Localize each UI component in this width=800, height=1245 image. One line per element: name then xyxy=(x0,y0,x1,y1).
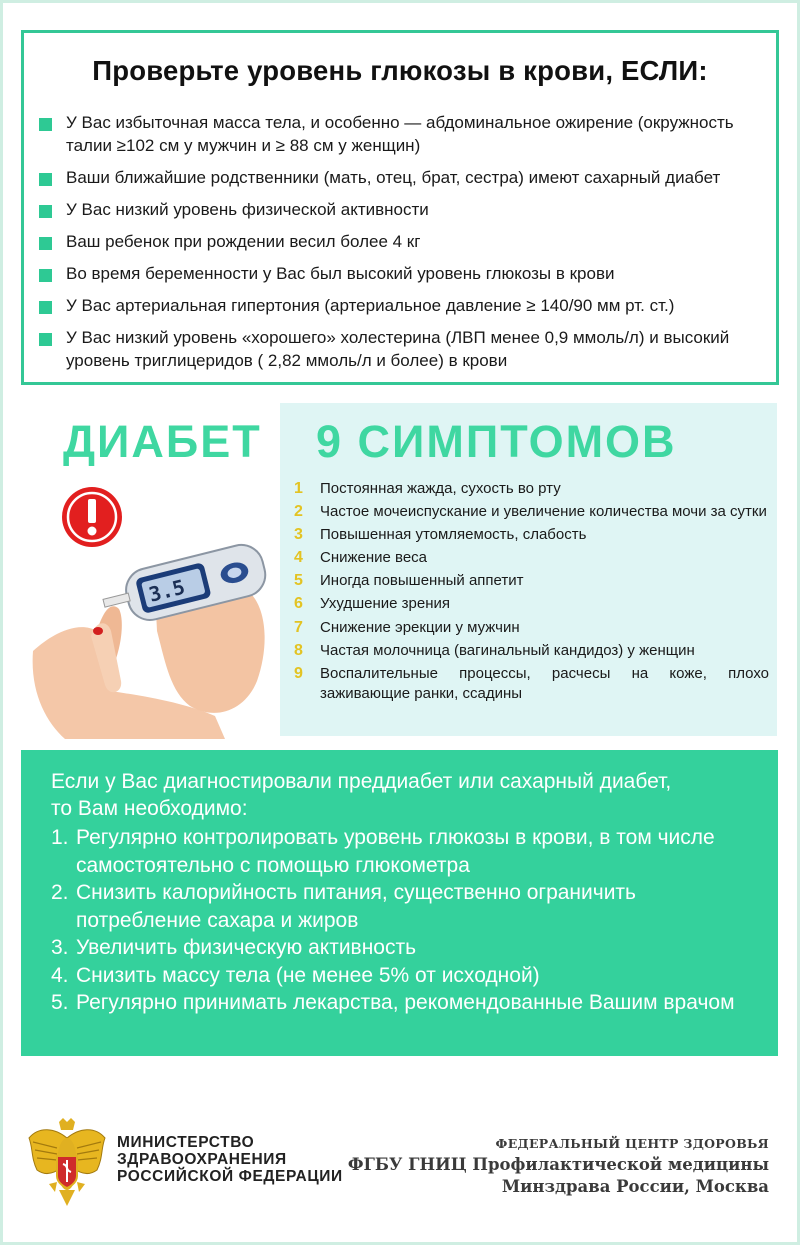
check-item: У Вас низкий уровень «хорошего» холестерина (ЛВП менее 0,9 ммоль/л) и высокий уровень триглицеридов ( 2,82 ммоль/л и более) в крови xyxy=(37,326,772,372)
symptom-item: 3 Повышенная утомляемость, слабость xyxy=(294,526,587,544)
action-item: 5. Регулярно принимать лекарства, рекомендованные Вашим врачом xyxy=(51,991,735,1014)
action-item: 1. Регулярно контролировать уровень глюкозы в крови, в том числе самостоятельно с помощью глюкометра xyxy=(51,826,715,877)
square-bullet-icon xyxy=(39,173,52,186)
check-item: Ваши ближайшие родственники (мать, отец, брат, сестра) имеют сахарный диабет xyxy=(37,166,772,189)
square-bullet-icon xyxy=(39,333,52,346)
check-item: Ваш ребенок при рождении весил более 4 кг xyxy=(37,230,772,253)
health-center-info: ФЕДЕРАЛЬНЫЙ ЦЕНТР ЗДОРОВЬЯ ФГБУ ГНИЦ Профилактической медицины Минздрава России, Москва xyxy=(347,1136,769,1196)
square-bullet-icon xyxy=(39,269,52,282)
check-item: У Вас низкий уровень физической активности xyxy=(37,198,772,221)
russian-coat-of-arms-icon xyxy=(27,1118,107,1208)
action-list xyxy=(51,824,763,1017)
square-bullet-icon xyxy=(39,205,52,218)
symptom-item: 6 Ухудшение зрения xyxy=(294,595,451,613)
check-glucose-box xyxy=(21,30,779,385)
symptom-item: 8 Частая молочница (вагинальный кандидоз) у женщин xyxy=(294,641,695,659)
action-item: 2. Снизить калорийность питания, существенно ограничить потребление сахара и жиров xyxy=(51,881,636,932)
symptom-item: 7 Снижение эрекции у мужчин xyxy=(294,618,520,636)
symptom-item: 1 Постоянная жажда, сухость во рту xyxy=(294,480,561,497)
check-item: У Вас избыточная масса тела, и особенно — абдоминальное ожирение (окружность талии ≥102 см у мужчин и ≥ 88 см у женщин) xyxy=(37,111,772,157)
action-intro: Если у Вас диагностировали преддиабет или сахарный диабет, то Вам необходимо: xyxy=(51,770,672,820)
check-item: Во время беременности у Вас был высокий уровень глюкозы в крови xyxy=(37,262,772,285)
symptoms-heading: 9 СИМПТОМОВ xyxy=(316,416,677,467)
glucometer-illustration xyxy=(25,481,275,741)
action-item: 4. Снизить массу тела (не менее 5% от исходной) xyxy=(51,963,540,987)
symptom-item: 4 Снижение веса xyxy=(294,549,428,567)
glucometer-hand-icon xyxy=(25,481,275,741)
symptoms-list xyxy=(294,479,769,707)
symptom-item: 9 Воспалительные процессы, расчесы на коже, плохо заживающие ранки, ссадины xyxy=(294,664,769,703)
square-bullet-icon xyxy=(39,118,52,131)
meter-reading: 3.5 xyxy=(146,574,188,607)
ministry-name: МИНИСТЕРСТВО ЗДРАВООХРАНЕНИЯ РОССИЙСКОЙ ФЕДЕРАЦИИ xyxy=(117,1134,343,1185)
symptom-item: 5 Иногда повышенный аппетит xyxy=(294,572,524,590)
emblem-svg xyxy=(27,1118,107,1208)
action-item: 3. Увеличить физическую активность xyxy=(51,936,417,959)
symptom-item: 2 Частое мочеиспускание и увеличение количества мочи за сутки xyxy=(294,503,767,521)
check-list xyxy=(37,111,772,381)
square-bullet-icon xyxy=(39,237,52,250)
exclamation-alert-icon xyxy=(62,487,122,547)
diabetes-heading: ДИАБЕТ xyxy=(63,416,262,467)
check-item: У Вас артериальная гипертония (артериальное давление ≥ 140/90 мм рт. ст.) xyxy=(37,294,772,317)
action-box xyxy=(21,750,778,1056)
check-title: Проверьте уровень глюкозы в крови, ЕСЛИ: xyxy=(92,55,708,86)
square-bullet-icon xyxy=(39,301,52,314)
symptoms-panel xyxy=(280,403,777,736)
